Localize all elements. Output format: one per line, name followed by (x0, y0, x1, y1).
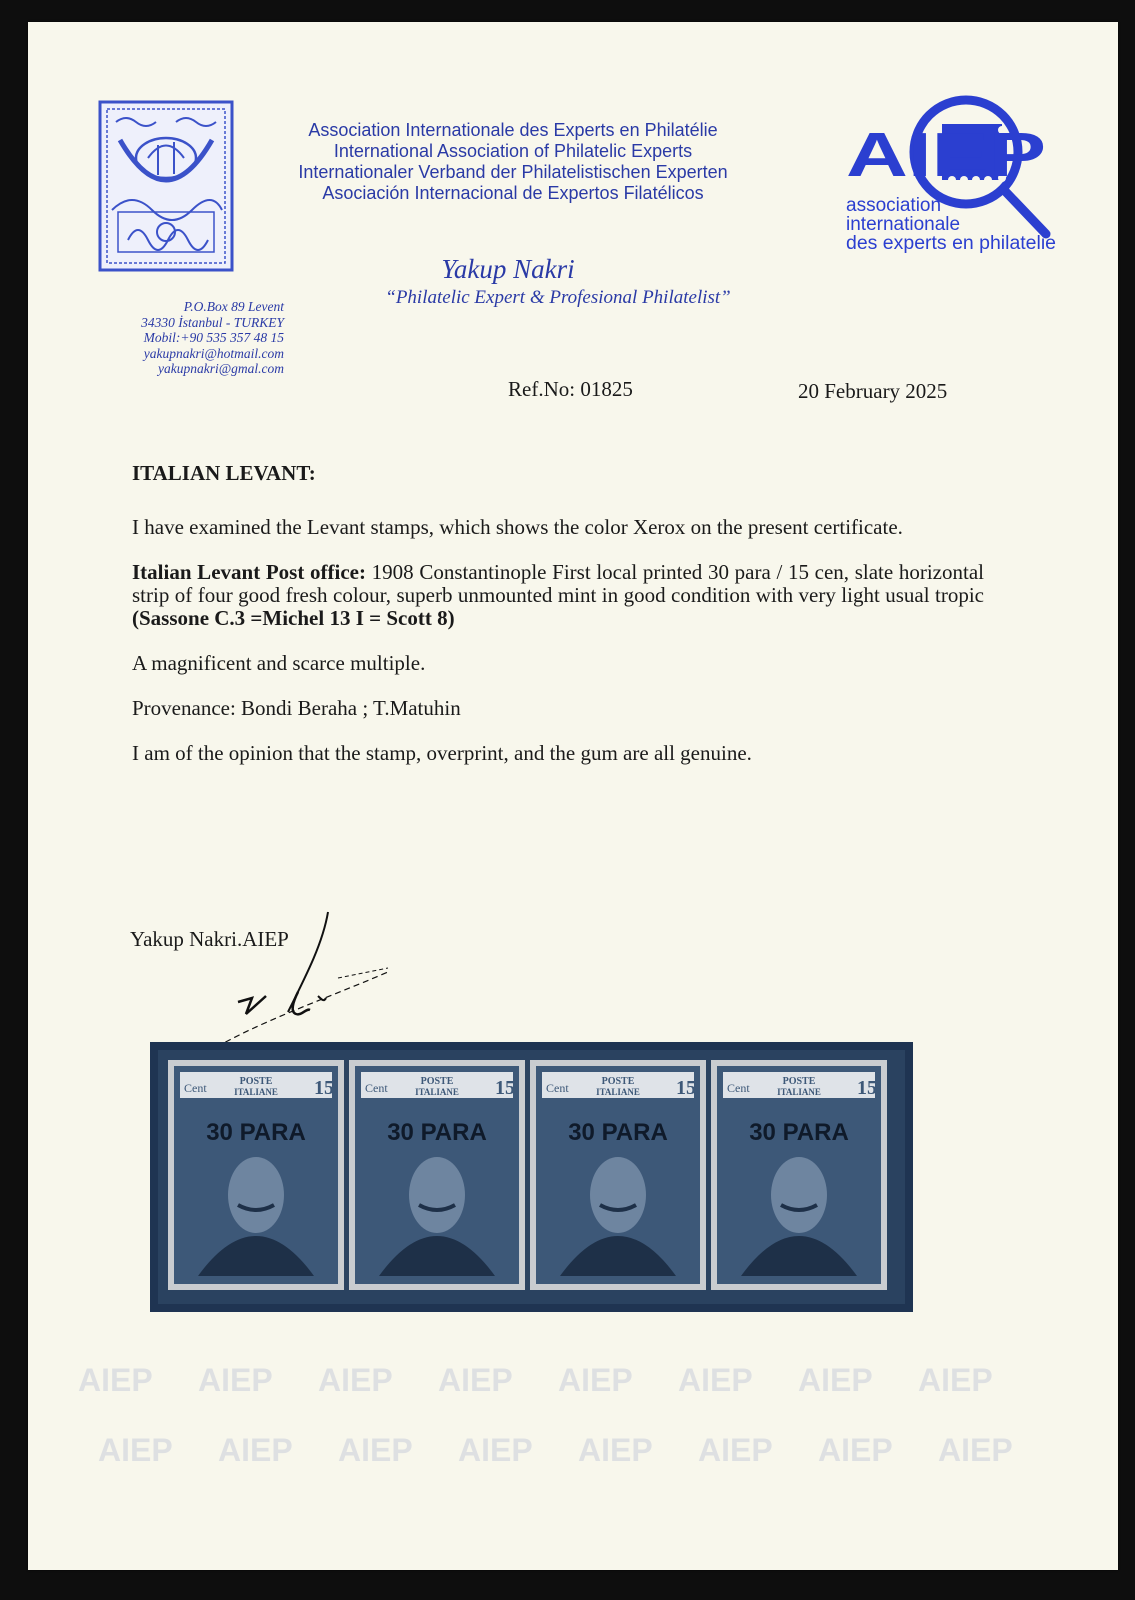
stamp-country-label: POSTE (420, 1076, 454, 1087)
stamp (711, 1060, 887, 1290)
stamp (530, 1060, 706, 1290)
watermark-logo: AIEP (98, 1432, 173, 1468)
watermark-logo: AIEP (218, 1432, 293, 1468)
stamp-denomination-label: Cent (727, 1081, 750, 1095)
certificate-body (132, 462, 984, 765)
watermark-logo: AIEP (78, 1362, 153, 1398)
stamp-value: 15 (314, 1077, 334, 1099)
stamp-denomination-label: Cent (365, 1081, 388, 1095)
logo-line: des experts en philatelie (846, 233, 1056, 254)
association-line: International Association of Philatelic Experts (333, 141, 693, 161)
stamp-country-label: POSTE (601, 1076, 635, 1087)
stamp-country-label: POSTE (239, 1076, 273, 1087)
logo-mark: AIEP (846, 121, 1046, 190)
contact-line: yakupnakri@hotmail.com (143, 345, 284, 361)
magnifier-handle-icon (1004, 190, 1046, 234)
watermark-logo: AIEP (678, 1362, 753, 1398)
tughra-seal-icon (98, 100, 234, 272)
stamp-overprint: 30 PARA (568, 1119, 668, 1146)
stamp-overprint: 30 PARA (387, 1119, 487, 1146)
opinion-paragraph: I am of the opinion that the stamp, overprint, and the gum are all genuine. (132, 741, 752, 765)
expert-name: Yakup Nakri (441, 254, 575, 284)
stamp-country-label: POSTE (782, 1076, 816, 1087)
stamp (168, 1060, 344, 1290)
expert-title: “Philatelic Expert & Profesional Philatelist” (385, 287, 731, 308)
aiep-logo (816, 84, 1066, 254)
intro-paragraph: I have examined the Levant stamps, which shows the color Xerox on the present certificate. (132, 515, 903, 539)
stamp-overprint: 30 PARA (206, 1119, 306, 1146)
watermark-logo: AIEP (578, 1432, 653, 1468)
watermark-logo: AIEP (818, 1432, 893, 1468)
stamp-value: 15 (495, 1077, 515, 1099)
association-line: Asociación Internacional de Expertos Filatélicos (322, 183, 704, 203)
watermark-logo: AIEP (798, 1362, 873, 1398)
stamp (349, 1060, 525, 1290)
association-line: Internationaler Verband der Philatelistischen Experten (298, 162, 728, 182)
watermark-logo: AIEP (438, 1362, 513, 1398)
watermark-logo: AIEP (318, 1362, 393, 1398)
watermark-logo: AIEP (198, 1362, 273, 1398)
certificate-date: 20 February 2025 (798, 379, 948, 403)
stamp-country-label: ITALIANE (596, 1087, 640, 1097)
watermark-logo: AIEP (938, 1432, 1013, 1468)
stamp-denomination-label: Cent (184, 1081, 207, 1095)
stamp-portrait-head (590, 1157, 646, 1233)
watermark-logo: AIEP (458, 1432, 533, 1468)
description-lead: Italian Levant Post office: (132, 560, 366, 584)
signature-icon (178, 902, 418, 1062)
description-paragraph (132, 561, 984, 630)
watermark-logo: AIEP (918, 1362, 993, 1398)
contact-line: 34330 İstanbul - TURKEY (141, 314, 284, 330)
stamp-country-label: ITALIANE (415, 1087, 459, 1097)
stamp-country-label: ITALIANE (777, 1087, 821, 1097)
certificate-heading: ITALIAN LEVANT: (132, 461, 316, 485)
catalogue-numbers: (Sassone C.3 =Michel 13 I = Scott 8) (132, 606, 455, 630)
stamp-portrait-head (771, 1157, 827, 1233)
certificate-paper (28, 22, 1118, 1570)
logo-line: association (846, 195, 942, 216)
logo-line: internationale (846, 214, 961, 235)
stamp-portrait-head (409, 1157, 465, 1233)
contact-line: yakupnakri@gmal.com (157, 361, 284, 377)
watermark-logo: AIEP (338, 1432, 413, 1468)
contact-line: P.O.Box 89 Levent (183, 299, 284, 314)
watermark-logo: AIEP (558, 1362, 633, 1398)
stamp-value: 15 (676, 1077, 696, 1099)
provenance-paragraph: Provenance: Bondi Beraha ; T.Matuhin (132, 696, 461, 720)
association-line: Association Internationale des Experts en Philatélie (308, 120, 718, 140)
stamp-denomination-label: Cent (546, 1081, 569, 1095)
watermark-background (78, 1322, 1078, 1482)
reference-number: Ref.No: 01825 (508, 377, 633, 401)
contact-line: Mobil:+90 535 357 48 15 (143, 330, 284, 346)
association-names (253, 120, 773, 204)
stamp-overprint: 30 PARA (749, 1119, 849, 1146)
watermark-logo: AIEP (698, 1432, 773, 1468)
description-text: 1908 Constantinople First local printed 30 para / 15 cen, slate horizontal strip of four good fresh colour, superb unmounted mint in good condition with very light usual tropic (132, 560, 984, 607)
stamp-country-label: ITALIANE (234, 1087, 278, 1097)
stamp-value: 15 (857, 1077, 877, 1099)
signer-name: Yakup Nakri.AIEP (130, 927, 289, 951)
remark-paragraph: A magnificent and scarce multiple. (132, 651, 426, 675)
stamp-strip (150, 1042, 913, 1312)
stamp-portrait-head (228, 1157, 284, 1233)
contact-info (68, 299, 284, 377)
